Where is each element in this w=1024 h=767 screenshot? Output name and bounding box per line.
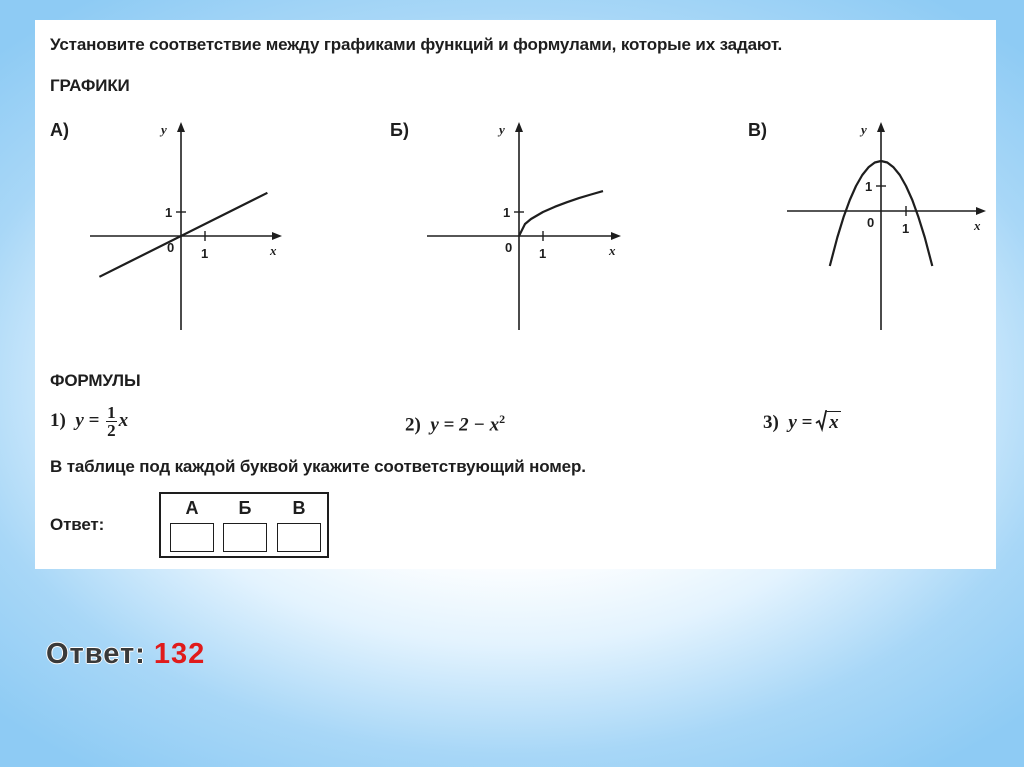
answer-header-a: А [185, 498, 199, 518]
y-axis-label: y [161, 122, 167, 137]
answer-cell-a[interactable] [170, 523, 214, 552]
x-tick-label: 1 [539, 246, 547, 261]
fraction-denominator: 2 [107, 421, 116, 440]
formulas-heading: ФОРМУЛЫ [50, 371, 141, 390]
origin-label: 0 [867, 215, 875, 230]
x-axis-label: x [270, 243, 277, 258]
formula-2-number: 2) [405, 414, 421, 436]
graph-v [35, 20, 996, 569]
formula-1-number: 1) [50, 409, 66, 431]
formula-1-fraction [106, 404, 117, 439]
formula-2-var: x [489, 414, 500, 436]
task-instruction: Установите соответствие между графиками функций и формулами, которые их задают. [50, 35, 783, 54]
formula-3 [763, 412, 841, 434]
slide-answer [46, 638, 205, 671]
fraction-numerator: 1 [107, 403, 116, 422]
answer-header-b: Б [238, 498, 252, 518]
graph-a-label: А) [50, 120, 69, 140]
y-axis-label: y [861, 122, 867, 137]
y-tick-label: 1 [865, 179, 873, 194]
formula-1-var: x [118, 409, 129, 431]
y-tick-label: 1 [503, 205, 511, 220]
origin-label: 0 [167, 240, 175, 255]
origin-label: 0 [505, 240, 513, 255]
x-axis-label: x [974, 218, 981, 233]
formula-2-lhs: y = 2 − [430, 414, 485, 436]
formula-2 [405, 412, 505, 436]
slide-answer-value: 132 [153, 638, 206, 670]
formula-1 [50, 404, 128, 439]
graphs-heading: ГРАФИКИ [50, 76, 130, 95]
radical-sign [815, 410, 827, 432]
formula-1-lhs: y = [75, 409, 100, 431]
table-instruction: В таблице под каждой буквой укажите соответствующий номер. [50, 457, 586, 476]
sqrt-symbol [817, 412, 841, 434]
answer-table [159, 492, 329, 558]
answer-cell-b[interactable] [223, 523, 267, 552]
graph-v-label: В) [748, 120, 767, 140]
slide-answer-label: Ответ: [46, 638, 146, 670]
formula-2-exponent: 2 [499, 412, 506, 426]
y-tick-label: 1 [165, 205, 173, 220]
answer-cell-v[interactable] [277, 523, 321, 552]
x-axis-arrow [976, 207, 986, 215]
graph-b-label: Б) [390, 120, 409, 140]
x-tick-label: 1 [902, 221, 910, 236]
formula-3-lhs: y = [788, 412, 813, 433]
answer-header-v: В [292, 498, 306, 518]
y-axis-arrow [877, 122, 885, 132]
formula-3-number: 3) [763, 412, 779, 433]
formula-3-radicand: x [829, 412, 839, 433]
task-card [35, 20, 996, 569]
x-axis-label: x [609, 243, 616, 258]
answer-label: Ответ: [50, 515, 105, 534]
x-tick-label: 1 [201, 246, 209, 261]
y-axis-label: y [499, 122, 505, 137]
